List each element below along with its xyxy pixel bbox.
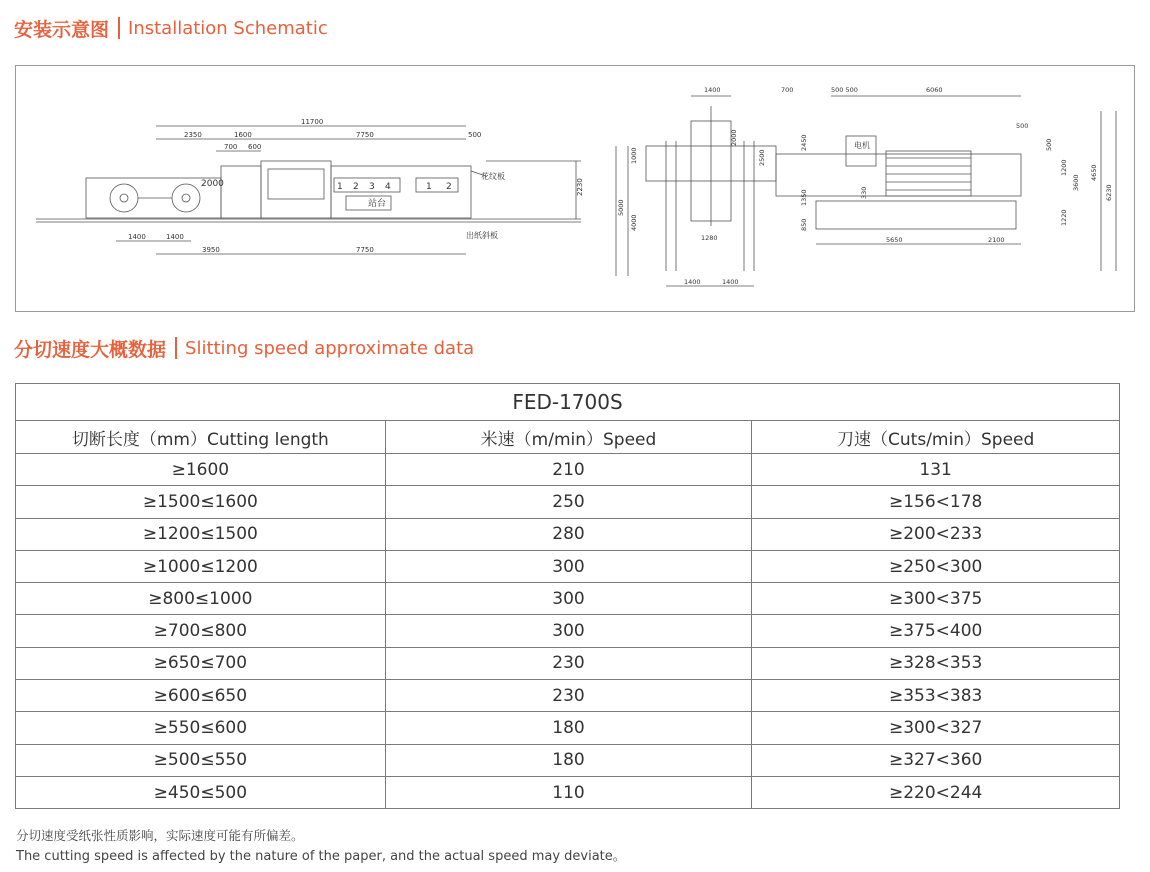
table-row: [16, 744, 1120, 776]
installation-schematic: [15, 65, 1135, 312]
cutting-length-cell: ≥700≤800: [16, 615, 386, 647]
unit-2: 2: [353, 182, 359, 192]
tv-dim-1280: 1280: [701, 234, 718, 242]
tv-motor-label: 电机: [854, 141, 870, 150]
cutting-length-cell: ≥650≤700: [16, 647, 386, 679]
knife-speed-cell: 131: [752, 454, 1120, 486]
schematic-drawing: [16, 66, 1134, 311]
meter-speed-cell: 110: [385, 776, 752, 808]
tv-dim-2000: 2000: [730, 129, 738, 146]
tv-dim-1400: 1400: [704, 86, 721, 94]
unit-b-1: 1: [426, 182, 432, 192]
dim-2350: 2350: [184, 131, 202, 139]
meter-speed-cell: 180: [385, 712, 752, 744]
table-row: [16, 680, 1120, 712]
tv-dim-5650: 5650: [886, 236, 903, 244]
label-tilt-board: 出纸斜板: [466, 231, 498, 240]
knife-speed-cell: ≥328<353: [752, 647, 1120, 679]
dim-600: 600: [248, 143, 262, 151]
dim-2000: 2000: [201, 179, 224, 189]
knife-speed-cell: ≥327<360: [752, 744, 1120, 776]
meter-speed-cell: 300: [385, 583, 752, 615]
meter-speed-cell: 230: [385, 647, 752, 679]
knife-speed-cell: ≥200<233: [752, 518, 1120, 550]
note-en: The cutting speed is affected by the nature of the paper, and the actual speed may deviate。: [16, 849, 626, 864]
meter-speed-cell: 180: [385, 744, 752, 776]
knife-speed-cell: ≥375<400: [752, 615, 1120, 647]
table-row: [16, 776, 1120, 808]
unit-b-2: 2: [446, 182, 452, 192]
side-view-labels: [128, 118, 584, 254]
label-station: 站台: [368, 199, 387, 209]
header-row: [16, 421, 1120, 454]
cutting-length-cell: ≥550≤600: [16, 712, 386, 744]
meter-speed-cell: 230: [385, 680, 752, 712]
header-cutting-length: 切断长度（mm）Cutting length: [16, 421, 386, 454]
dim-7750b: 7750: [356, 246, 374, 254]
tv-dim-2500: 2500: [758, 149, 766, 166]
tv-dim-500-500: 500 500: [831, 86, 858, 94]
tv-dim-700: 700: [781, 86, 794, 94]
tv-dim-1220: 1220: [1060, 209, 1068, 226]
knife-speed-cell: ≥220<244: [752, 776, 1120, 808]
knife-speed-cell: ≥300<327: [752, 712, 1120, 744]
cutting-length-cell: ≥1000≤1200: [16, 550, 386, 582]
tv-dim-850: 850: [800, 218, 808, 231]
table-row: [16, 454, 1120, 486]
speed-heading: [14, 333, 474, 363]
tv-dim-330: 330: [860, 186, 868, 199]
table-row: [16, 486, 1120, 518]
note-cn: 分切速度受纸张性质影响，实际速度可能有所偏差。: [16, 828, 304, 843]
tv-dim-2100: 2100: [988, 236, 1005, 244]
table-row: [16, 518, 1120, 550]
tv-dim-2450: 2450: [800, 134, 808, 151]
tv-dim-1200a: 1200: [1060, 159, 1068, 176]
unit-3: 3: [369, 182, 375, 192]
dim-total-length: 11700: [301, 118, 324, 126]
dim-3950: 3950: [202, 246, 220, 254]
tv-dim-6230: 6230: [1105, 184, 1113, 201]
cutting-length-cell: ≥800≤1000: [16, 583, 386, 615]
dim-500: 500: [468, 131, 482, 139]
header-knife-speed: 刀速（Cuts/min）Speed: [752, 421, 1120, 454]
cutting-length-cell: ≥500≤550: [16, 744, 386, 776]
tv-dim-500: 500: [1016, 122, 1029, 130]
tv-dim-1400c: 1400: [722, 278, 739, 286]
heading-divider-2: [175, 337, 177, 359]
speed-table: [15, 383, 1120, 809]
tv-dim-1350: 1350: [800, 189, 808, 206]
side-view: [36, 126, 581, 254]
tv-dim-5000: 5000: [617, 199, 625, 216]
tv-dim-1000: 1000: [630, 147, 638, 164]
meter-speed-cell: 210: [385, 454, 752, 486]
table-row: [16, 550, 1120, 582]
tv-dim-500b: 500: [1045, 138, 1053, 151]
dim-1400a: 1400: [128, 233, 146, 241]
table-row: [16, 712, 1120, 744]
speed-title-en: Slitting speed approximate data: [185, 337, 475, 359]
installation-heading: [14, 13, 328, 43]
tv-dim-1400b: 1400: [684, 278, 701, 286]
meter-speed-cell: 300: [385, 550, 752, 582]
meter-speed-cell: 250: [385, 486, 752, 518]
knife-speed-cell: ≥156<178: [752, 486, 1120, 518]
dim-7750: 7750: [356, 131, 374, 139]
dim-1400b: 1400: [166, 233, 184, 241]
height-2230: 2230: [576, 178, 584, 196]
cutting-length-cell: ≥600≤650: [16, 680, 386, 712]
speed-title-cn: 分切速度大概数据: [14, 338, 167, 361]
cutting-length-cell: ≥1600: [16, 454, 386, 486]
tv-dim-3600: 3600: [1072, 174, 1080, 191]
dim-1600: 1600: [234, 131, 252, 139]
meter-speed-cell: 280: [385, 518, 752, 550]
unit-1: 1: [337, 182, 343, 192]
knife-speed-cell: ≥250<300: [752, 550, 1120, 582]
table-row: [16, 647, 1120, 679]
header-meter-speed: 米速（m/min）Speed: [385, 421, 752, 454]
unit-4: 4: [385, 182, 391, 192]
table-row: [16, 583, 1120, 615]
cutting-length-cell: ≥1200≤1500: [16, 518, 386, 550]
meter-speed-cell: 300: [385, 615, 752, 647]
dim-700: 700: [224, 143, 238, 151]
table-row: [16, 615, 1120, 647]
model-row: [16, 384, 1120, 421]
model-name: FED-1700S: [16, 384, 1120, 421]
tv-dim-4650: 4650: [1090, 164, 1098, 181]
cutting-length-cell: ≥450≤500: [16, 776, 386, 808]
installation-title-en: Installation Schematic: [128, 17, 328, 39]
top-view-labels: [617, 86, 1113, 286]
cutting-length-cell: ≥1500≤1600: [16, 486, 386, 518]
tv-dim-6060: 6060: [926, 86, 943, 94]
knife-speed-cell: ≥300<375: [752, 583, 1120, 615]
label-pattern-board: 花纹板: [481, 172, 505, 181]
knife-speed-cell: ≥353<383: [752, 680, 1120, 712]
installation-title-cn: 安装示意图: [14, 18, 110, 41]
heading-divider: [118, 17, 120, 39]
tv-dim-4000: 4000: [630, 214, 638, 231]
